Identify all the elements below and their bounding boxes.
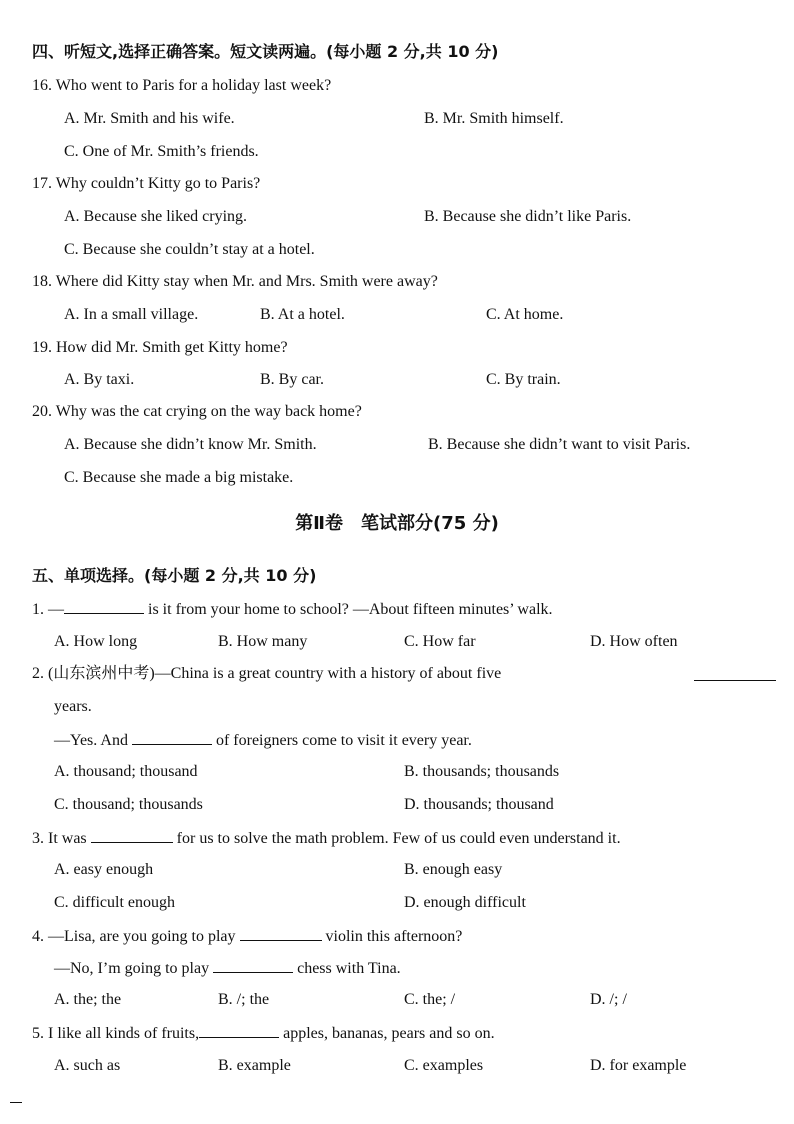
question-18-option-c: C. At home. (486, 306, 564, 323)
mc-question-5-option-d: D. for example (590, 1057, 687, 1074)
question-20-option-c: C. Because she made a big mistake. (64, 469, 294, 486)
mc-question-5-option-c: C. examples (404, 1057, 484, 1074)
mc-question-2-option-a: A. thousand; thousand (54, 763, 198, 780)
mc-question-2-stem: 2. (山东滨州中考)—China is a great country with a history of about five (32, 665, 502, 682)
mc-question-3-option-b: B. enough easy (404, 861, 503, 878)
question-20-option-b: B. Because she didn’t want to visit Paris. (428, 436, 691, 453)
question-17-option-a: A. Because she liked crying. (64, 208, 248, 225)
mc-question-2-line2 (54, 730, 472, 751)
page-corner-mark (10, 1102, 22, 1103)
question-16-stem: 16. Who went to Paris for a holiday last week? (32, 77, 332, 94)
mc-question-2-line2-pre: —Yes. And (54, 732, 128, 749)
question-19-option-c: C. By train. (486, 371, 561, 388)
answer-blank (694, 666, 776, 681)
question-19-option-b: B. By car. (260, 371, 324, 388)
mc-question-4-line2-pre: —No, I’m going to play (54, 960, 210, 977)
question-18-option-a: A. In a small village. (64, 306, 199, 323)
mc-question-4-option-d: D. /; / (590, 991, 627, 1008)
mc-question-3-option-a: A. easy enough (54, 861, 154, 878)
question-20-stem: 20. Why was the cat crying on the way back home? (32, 403, 362, 420)
mc-question-1-option-b: B. How many (218, 633, 308, 650)
mc-question-4-option-b: B. /; the (218, 991, 270, 1008)
question-17-option-c: C. Because she couldn’t stay at a hotel. (64, 241, 315, 258)
question-19-option-a: A. By taxi. (64, 371, 135, 388)
mc-question-1-post: is it from your home to school? —About fifteen minutes’ walk. (144, 601, 553, 618)
mc-question-1-option-a: A. How long (54, 633, 138, 650)
question-20-option-a: A. Because she didn’t know Mr. Smith. (64, 436, 317, 453)
mc-question-3-post: for us to solve the math problem. Few of us could even understand it. (172, 830, 621, 847)
mc-question-4-pre: 4. —Lisa, are you going to play (32, 928, 236, 945)
mc-question-3-stem (32, 828, 621, 849)
mc-question-3-option-c: C. difficult enough (54, 894, 176, 911)
answer-blank (199, 1023, 279, 1038)
mc-question-2-option-b: B. thousands; thousands (404, 763, 560, 780)
question-18-option-b: B. At a hotel. (260, 306, 345, 323)
mc-question-4-option-a: A. the; the (54, 991, 122, 1008)
mc-question-2-option-d: D. thousands; thousand (404, 796, 554, 813)
question-16-option-a: A. Mr. Smith and his wife. (64, 110, 235, 127)
answer-blank (64, 599, 144, 614)
mc-question-3-option-d: D. enough difficult (404, 894, 526, 911)
mc-question-2-line2-post: of foreigners come to visit it every year. (211, 732, 472, 749)
question-19-stem: 19. How did Mr. Smith get Kitty home? (32, 339, 288, 356)
question-17-option-b: B. Because she didn’t like Paris. (424, 208, 632, 225)
mc-question-5-stem (32, 1023, 495, 1044)
mc-question-5-post: apples, bananas, pears and so on. (279, 1025, 495, 1042)
mc-question-5-option-b: B. example (218, 1057, 291, 1074)
answer-blank (91, 828, 173, 843)
mc-question-4-line2 (54, 958, 401, 979)
mc-question-4-post: violin this afternoon? (321, 928, 463, 945)
mc-question-3-pre: 3. It was (32, 830, 87, 847)
question-17-stem: 17. Why couldn’t Kitty go to Paris? (32, 175, 261, 192)
mc-question-5-option-a: A. such as (54, 1057, 121, 1074)
section4-heading: 四、听短文,选择正确答案。短文读两遍。(每小题 2 分,共 10 分) (32, 42, 499, 61)
section5-heading: 五、单项选择。(每小题 2 分,共 10 分) (32, 566, 317, 585)
answer-blank (213, 958, 293, 973)
part2-title: 第Ⅱ卷 笔试部分(75 分) (295, 513, 499, 534)
mc-question-2-cont: years. (54, 698, 92, 715)
answer-blank (132, 730, 212, 745)
question-18-stem: 18. Where did Kitty stay when Mr. and Mrs. Smith were away? (32, 273, 438, 290)
mc-question-1-option-c: C. How far (404, 633, 476, 650)
mc-question-4-line2-post: chess with Tina. (293, 960, 401, 977)
mc-question-2-option-c: C. thousand; thousands (54, 796, 203, 813)
mc-question-1-stem (32, 599, 553, 620)
mc-question-1-option-d: D. How often (590, 633, 678, 650)
answer-blank (240, 926, 322, 941)
mc-question-4-stem (32, 926, 462, 947)
mc-question-1-pre: 1. — (32, 601, 64, 618)
mc-question-5-pre: 5. I like all kinds of fruits, (32, 1025, 200, 1042)
question-16-option-b: B. Mr. Smith himself. (424, 110, 564, 127)
question-16-option-c: C. One of Mr. Smith’s friends. (64, 143, 259, 160)
mc-question-4-option-c: C. the; / (404, 991, 456, 1008)
